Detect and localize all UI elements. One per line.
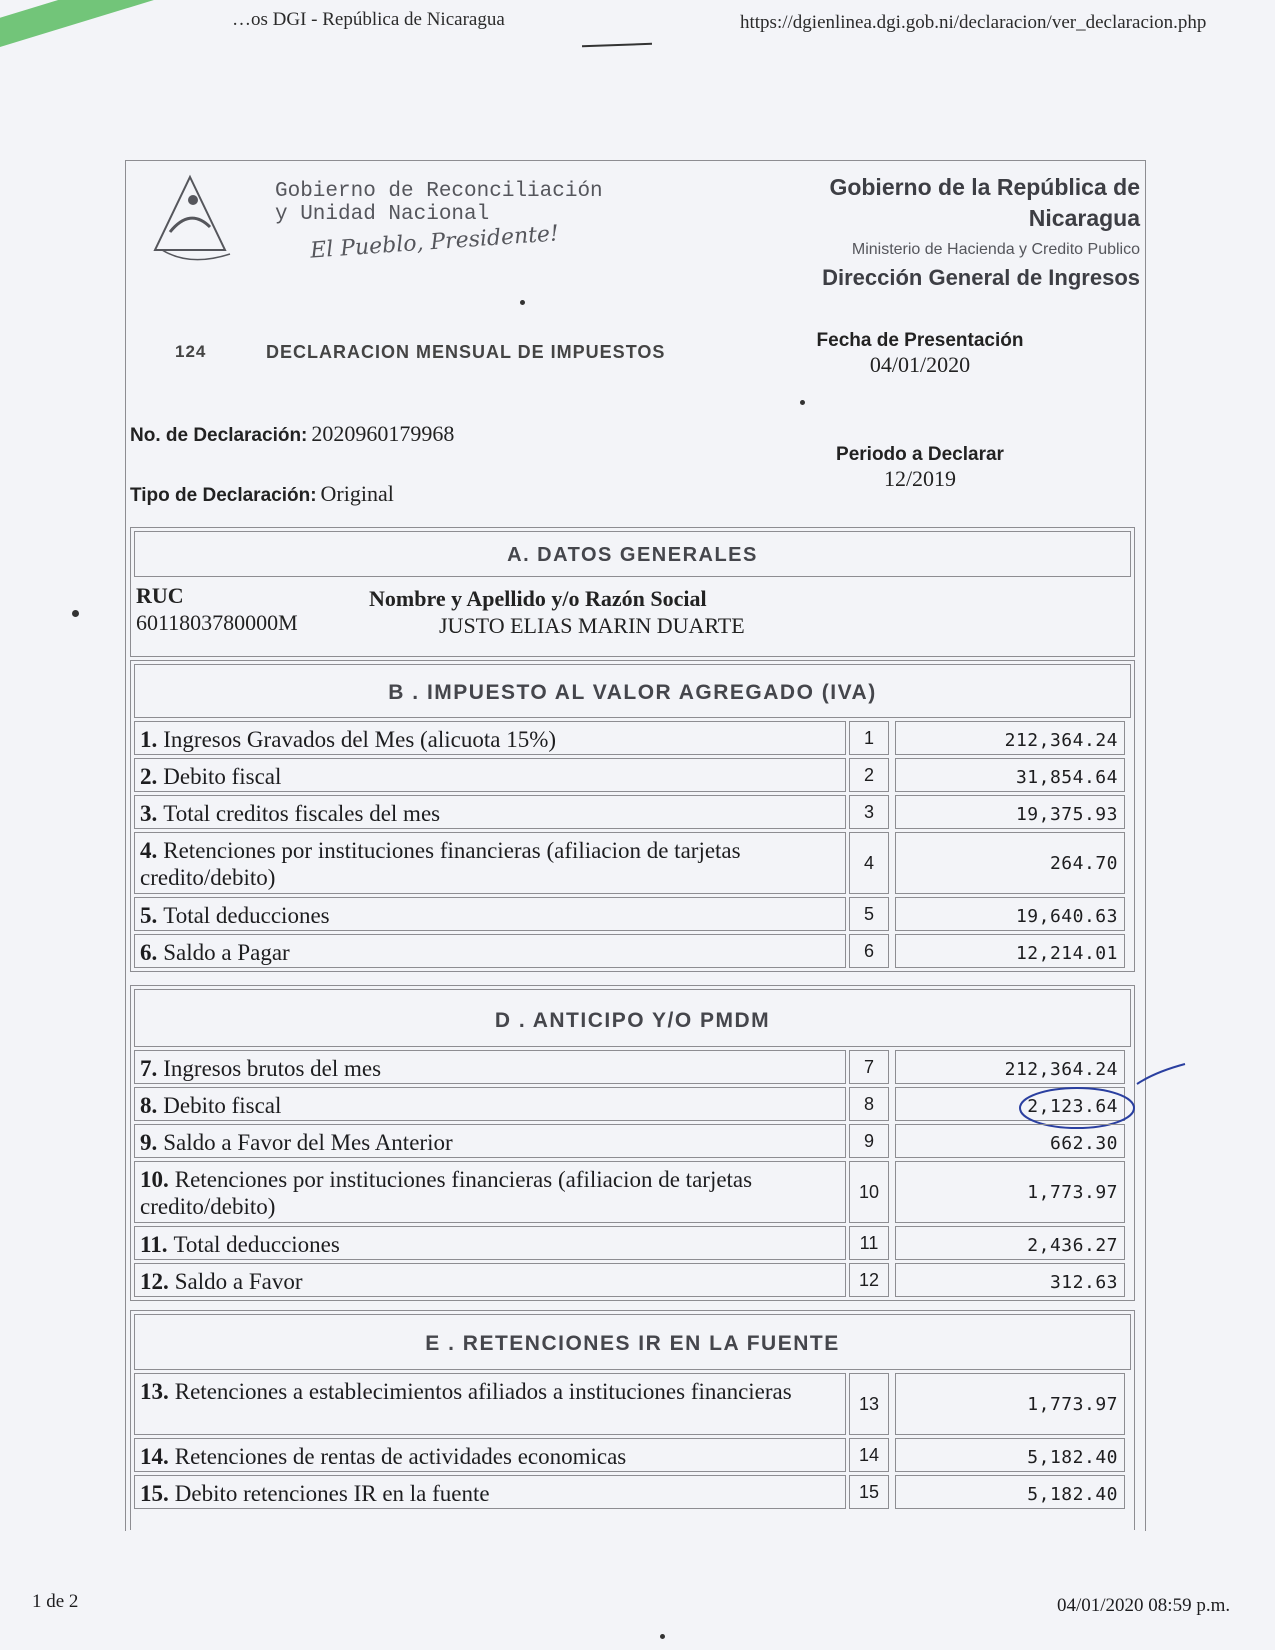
table-row [134, 1263, 1131, 1297]
row-label: 3. Total creditos fiscales del mes [134, 795, 846, 829]
section-iva [130, 660, 1135, 972]
table-row [134, 758, 1131, 792]
republic-title: Gobierno de la República de Nicaragua [829, 174, 1140, 231]
period-block [790, 444, 1050, 492]
table-row [134, 1087, 1131, 1121]
line-number: 8 [849, 1087, 889, 1121]
section-e-title: E . RETENCIONES IR EN LA FUENTE [134, 1314, 1131, 1370]
table-row [134, 832, 1131, 894]
line-number: 6 [849, 934, 889, 968]
row-label: 1. Ingresos Gravados del Mes (alicuota 15%) [134, 721, 846, 755]
line-number: 13 [849, 1373, 889, 1435]
line-number: 11 [849, 1226, 889, 1260]
line-number: 5 [849, 897, 889, 931]
slogan: El Pueblo, Presidente! [309, 221, 560, 264]
row-label: 15. Debito retenciones IR en la fuente [134, 1475, 846, 1509]
gov-line-1: Gobierno de Reconciliación [275, 180, 603, 203]
pen-mark [582, 43, 652, 47]
ministry-name: Ministerio de Hacienda y Credito Publico [851, 241, 1140, 258]
line-number: 9 [849, 1124, 889, 1158]
row-label: 12. Saldo a Favor [134, 1263, 846, 1297]
row-label: 11. Total deducciones [134, 1226, 846, 1260]
row-label: 13. Retenciones a establecimientos afiliados a instituciones financieras [134, 1373, 846, 1435]
line-number: 1 [849, 721, 889, 755]
page-indicator: 1 de 2 [32, 1591, 79, 1612]
row-value: 19,640.63 [895, 897, 1125, 931]
row-label: 8. Debito fiscal [134, 1087, 846, 1121]
table-row [134, 721, 1131, 755]
directorate-name: Dirección General de Ingresos [822, 265, 1140, 290]
gov-line-2: y Unidad Nacional [275, 203, 490, 226]
page-url: https://dgienlinea.dgi.gob.ni/declaracion/ver_declaracion.php [740, 12, 1207, 33]
row-label: 9. Saldo a Favor del Mes Anterior [134, 1124, 846, 1158]
table-row [134, 1226, 1131, 1260]
row-value: 264.70 [895, 832, 1125, 894]
row-label: 10. Retenciones por instituciones financieras (afiliacion de tarjetas credito/debito) [134, 1161, 846, 1223]
row-label: 4. Retenciones por instituciones financieras (afiliacion de tarjetas credito/debito) [134, 832, 846, 894]
browser-header-title: …os DGI - República de Nicaragua [232, 9, 505, 30]
line-number: 7 [849, 1050, 889, 1084]
table-row [134, 1373, 1131, 1435]
section-d-title: D . ANTICIPO Y/O PMDM [134, 989, 1131, 1047]
period-label: Periodo a Declarar [836, 444, 1004, 465]
row-value: 2,123.64 [895, 1087, 1125, 1121]
row-value: 2,436.27 [895, 1226, 1125, 1260]
row-value: 5,182.40 [895, 1438, 1125, 1472]
section-a-title: A. DATOS GENERALES [134, 531, 1131, 577]
line-number: 2 [849, 758, 889, 792]
row-value: 12,214.01 [895, 934, 1125, 968]
row-label: 2. Debito fiscal [134, 758, 846, 792]
paper-speck [72, 610, 79, 617]
presentation-label: Fecha de Presentación [816, 330, 1024, 351]
presentation-date: 04/01/2020 [869, 352, 971, 377]
taxpayer-info [134, 577, 1131, 647]
table-row [134, 934, 1131, 968]
line-number: 12 [849, 1263, 889, 1297]
section-datos-generales [130, 527, 1135, 657]
row-value: 1,773.97 [895, 1161, 1125, 1223]
form-number: 124 [175, 342, 207, 361]
line-number: 10 [849, 1161, 889, 1223]
table-row [134, 1475, 1131, 1509]
row-label: 5. Total deducciones [134, 897, 846, 931]
row-value: 31,854.64 [895, 758, 1125, 792]
table-row [134, 897, 1131, 931]
row-value: 19,375.93 [895, 795, 1125, 829]
line-number: 15 [849, 1475, 889, 1509]
ink-check-annotation [1135, 1060, 1195, 1090]
form-title: DECLARACION MENSUAL DE IMPUESTOS [266, 342, 666, 362]
section-b-title: B . IMPUESTO AL VALOR AGREGADO (IVA) [134, 664, 1131, 718]
section-retenciones [130, 1310, 1135, 1530]
government-logo-icon [150, 172, 250, 282]
row-value: 5,182.40 [895, 1475, 1125, 1509]
row-value: 212,364.24 [895, 721, 1125, 755]
presentation-block [790, 330, 1050, 378]
line-number: 4 [849, 832, 889, 894]
table-row [134, 1124, 1131, 1158]
table-row [134, 1161, 1131, 1223]
paper-speck [520, 300, 525, 305]
table-row [134, 1050, 1131, 1084]
paper-speck [800, 400, 805, 405]
name-label: Nombre y Apellido y/o Razón Social [369, 586, 707, 611]
ruc-label: RUC [136, 583, 184, 608]
iva-rows [134, 721, 1131, 968]
row-value: 212,364.24 [895, 1050, 1125, 1084]
line-number: 3 [849, 795, 889, 829]
line-number: 14 [849, 1438, 889, 1472]
declaration-type: Tipo de Declaración: Original [130, 481, 394, 506]
table-row [134, 795, 1131, 829]
row-value: 312.63 [895, 1263, 1125, 1297]
row-label: 6. Saldo a Pagar [134, 934, 846, 968]
ruc-value: 6011803780000M [136, 610, 298, 635]
period-value: 12/2019 [883, 466, 957, 491]
row-value: 1,773.97 [895, 1373, 1125, 1435]
name-value: JUSTO ELIAS MARIN DUARTE [439, 613, 745, 638]
paper-speck [660, 1634, 665, 1639]
section-anticipo [130, 985, 1135, 1301]
row-label: 7. Ingresos brutos del mes [134, 1050, 846, 1084]
row-label: 14. Retenciones de rentas de actividades economicas [134, 1438, 846, 1472]
declaration-number: No. de Declaración: 2020960179968 [130, 421, 455, 446]
table-row [134, 1438, 1131, 1472]
row-value: 662.30 [895, 1124, 1125, 1158]
print-timestamp: 04/01/2020 08:59 p.m. [1057, 1595, 1231, 1616]
